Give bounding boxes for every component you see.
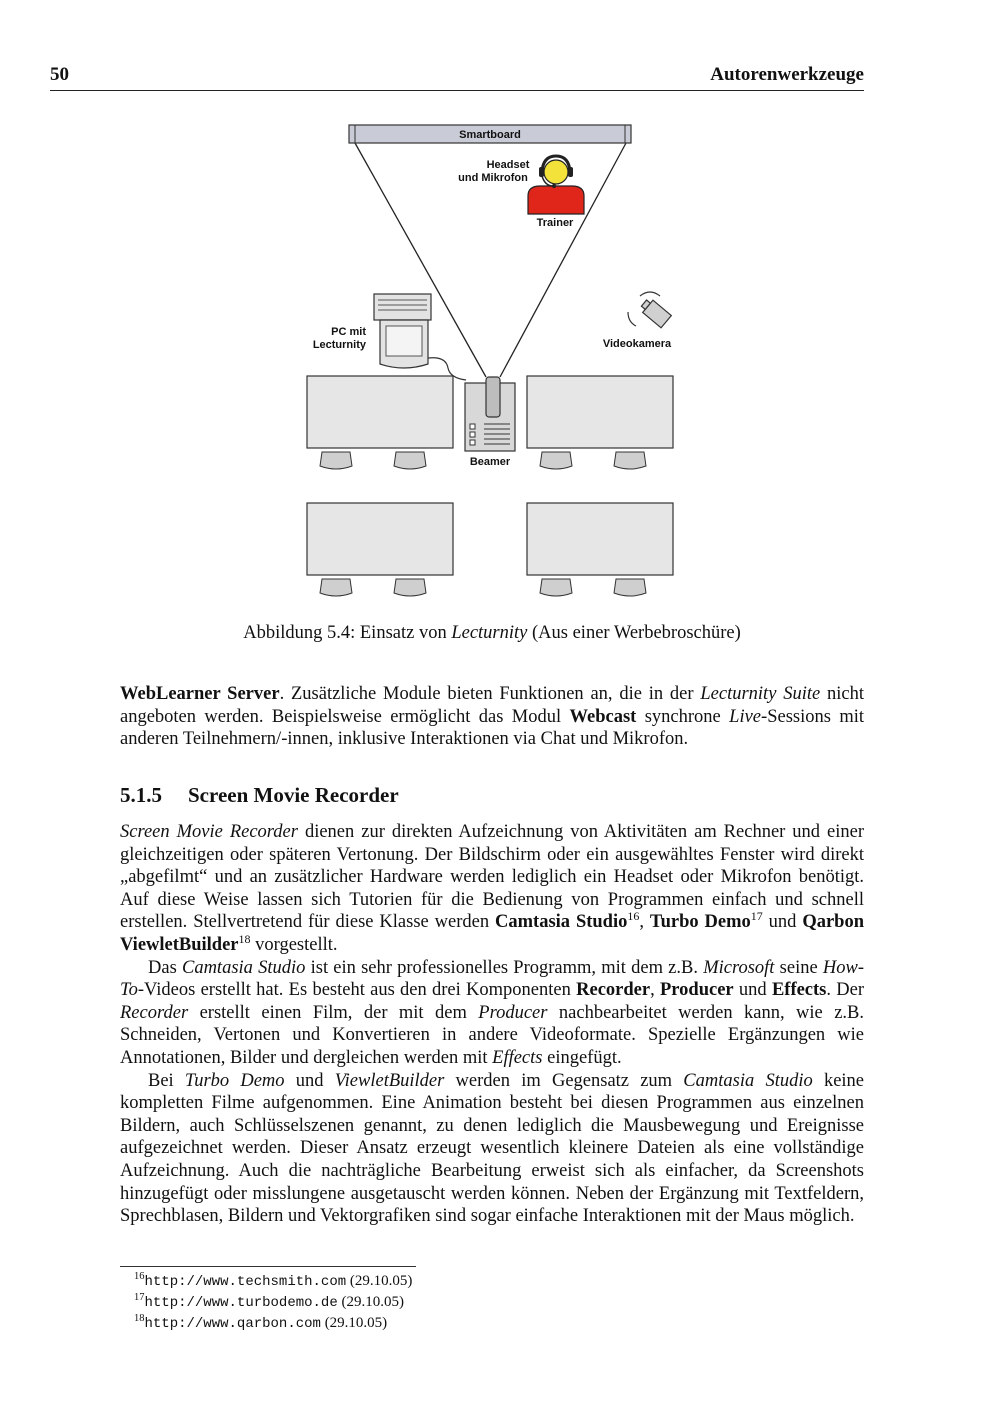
lecturnity-setup-diagram	[290, 116, 690, 606]
beamer-label: Beamer	[469, 456, 511, 468]
footnote-ref-17: 17	[750, 909, 763, 924]
page-number: 50	[50, 64, 69, 85]
footnote-16: $^{16}$http://www.techsmith.com (29.10.05)	[134, 1271, 413, 1290]
footnote-17: $^{17}$http://www.turbodemo.de (29.10.05)	[134, 1292, 404, 1311]
section-title: Screen Movie Recorder	[188, 783, 399, 807]
running-header	[50, 64, 864, 91]
footnote-link[interactable]: http://www.turbodemo.de	[144, 1295, 338, 1311]
footnote-rule	[120, 1266, 416, 1267]
paragraph-weblearner: WebLearner Server. Zusätzliche Module bieten Funktionen an, die in der Lecturnity Suite nicht angeboten werden. Beispielsweise ermöglicht das Modul Webcast synchrone Live-Sessions mit anderen Teilnehmern/-innen, inklusive Interaktionen via Chat und Mikrofon.	[120, 684, 864, 750]
footnote-link[interactable]: http://www.techsmith.com	[144, 1274, 347, 1290]
paragraph-camtasia: Das Camtasia Studio ist ein sehr professionelles Programm, mit dem z.B. Microsoft seine How-To-Videos erstellt hat. Es besteht aus den drei Komponenten Recorder, Producer und Effects. Der Recorder erstellt einen Film, der mit dem Producer nachbearbeitet werden kann, wie z.B. Schneiden, Vertonen und Konvertieren in andere Videoformate. Spezielle Ergänzungen wie Annotationen, Bilder und dergleichen werden mit Effects eingefügt.	[120, 957, 865, 1068]
videokamera-icon	[628, 292, 671, 328]
paragraph-turbodemo: Bei Turbo Demo und ViewletBuilder werden im Gegensatz zum Camtasia Studio keine kompletten Filme aufgenommen. Eine Animation besteht bei diesen Programmen aus einzelnen Bildern, auch Schlüsselszenen genannt, zu denen lediglich die Mausbewegung und Ereignisse aufgezeichnet werden. Dieser Ansatz erzeugt wesentlich kleinere Dateien als eine vollständige Aufzeichnung. Auch die nachträgliche Bearbeitung erweist sich als einfacher, da Screenshots hinzugefügt oder misslungene ausgetauscht werden können. Neben der Ergänzung mit Textfeldern, Sprechblasen, Bildern und Vektorgrafiken sind sogar einfache Interaktionen mit der Maus möglich.	[120, 1070, 865, 1227]
smartboard-label: Smartboard	[459, 129, 521, 141]
desk-back-left	[307, 503, 453, 596]
desk-front-left	[307, 376, 453, 469]
desk-back-right	[527, 503, 673, 596]
beamer-icon	[465, 377, 515, 451]
pc-label-line1: PC mit	[331, 326, 366, 338]
trainer-label: Trainer	[536, 217, 574, 229]
footnote-18: $^{18}$http://www.qarbon.com (29.10.05)	[134, 1313, 388, 1332]
chapter-title: Autorenwerkzeuge	[710, 64, 864, 85]
footnote-link[interactable]: http://www.qarbon.com	[144, 1316, 321, 1332]
footnote-ref-16: 16	[627, 909, 640, 924]
pc-label-line2: Lecturnity	[312, 339, 366, 351]
footnote-ref-18: 18	[238, 931, 251, 946]
section-heading	[120, 783, 399, 808]
pc-icon	[374, 294, 466, 380]
smartboard	[349, 125, 631, 143]
trainer	[528, 156, 584, 214]
section-body	[120, 821, 864, 1228]
footnotes	[134, 1271, 412, 1334]
figure-caption: Abbildung 5.4: Einsatz von Lecturnity (Aus einer Werbebroschüre)	[243, 623, 741, 643]
paragraph-intro: Screen Movie Recorder dienen zur direkten Aufzeichnung von Aktivitäten am Rechner und einer gleichzeitigen oder späteren Vertonung. Der Bildschirm oder ein ausgewähltes Fenster wird direkt „abgefilmt“ und an zusätzlicher Hardware werden lediglich ein Headset oder Mikrofon benötigt. Auf diese Weise lassen sich Tutorien für die Bedienung von Programmen einfach und schnell erstellen. Stellvertretend für diese Klasse werden Camtasia Studio$^{16}$, Turbo Demo$^{17}$ und Qarbon ViewletBuilder$^{18}$ vorgestellt.	[120, 822, 865, 955]
headset-label-line2: und Mikrofon	[458, 172, 528, 184]
section-number: 5.1.5	[120, 783, 162, 807]
desk-front-right	[527, 376, 673, 469]
videokamera-label: Videokamera	[602, 338, 672, 350]
headset-label-line1: Headset	[486, 159, 530, 171]
